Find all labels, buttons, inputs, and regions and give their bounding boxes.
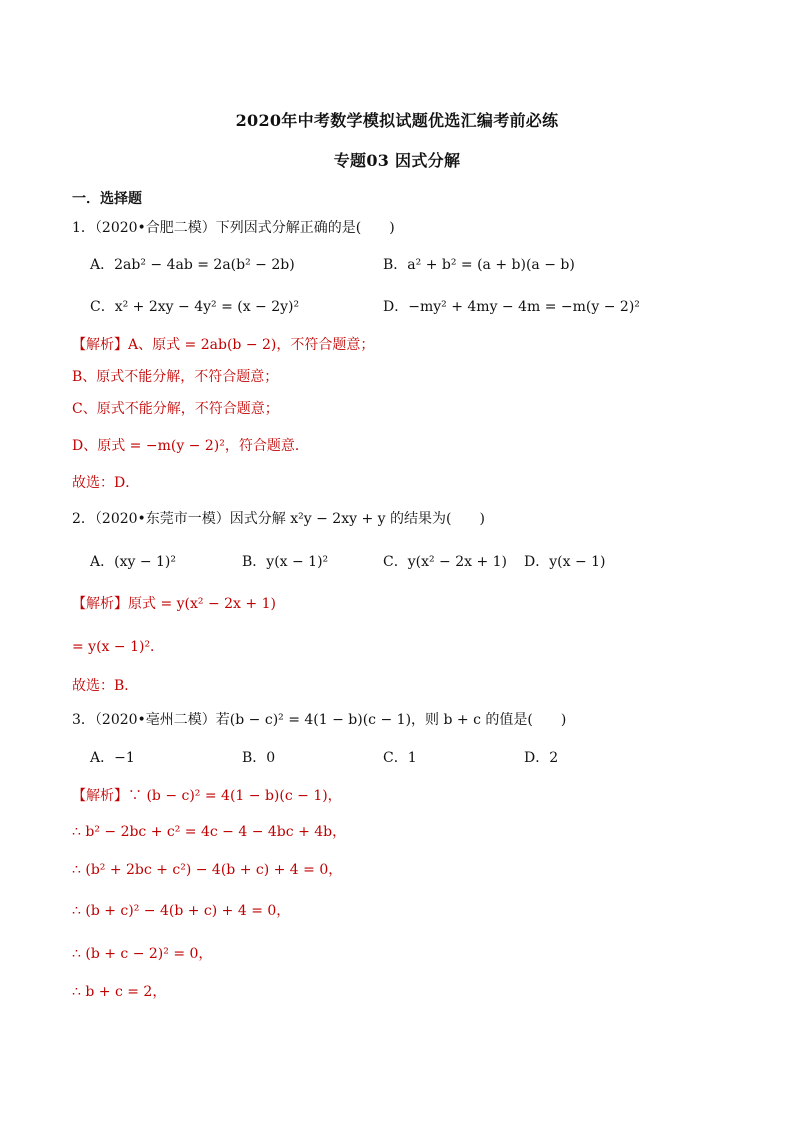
question-3-stem: 3．（2020•亳州二模）若(b − c)² = 4(1 − b)(c − 1)，则 b + c 的值是( )	[72, 712, 567, 728]
question-1-solution-line-3: C、原式不能分解，不符合题意；	[72, 401, 279, 417]
question-3-option-d: D．2	[524, 750, 559, 766]
solution-label: 【解析】	[72, 596, 128, 612]
section-heading: 一．选择题	[72, 191, 142, 207]
question-2-solution-line-2: = y(x − 1)²．	[72, 639, 165, 655]
question-2-solution-line-1: 【解析】原式 = y(x² − 2x + 1)	[72, 596, 276, 612]
question-1-solution-line-4: D、原式 = −m(y − 2)²，符合题意．	[72, 438, 309, 454]
question-3-solution-line-3: ∴ (b² + 2bc + c²) − 4(b + c) + 4 = 0，	[72, 862, 343, 878]
solution-label: 【解析】	[72, 337, 128, 353]
question-1-solution-line-2: B、原式不能分解，不符合题意；	[72, 369, 279, 385]
question-2-stem: 2．（2020•东莞市一模）因式分解 x²y − 2xy + y 的结果为( )	[72, 511, 485, 527]
question-3-solution-line-4: ∴ (b + c)² − 4(b + c) + 4 = 0，	[72, 903, 291, 919]
solution-label: 【解析】	[72, 788, 128, 804]
question-3-solution-line-2: ∴ b² − 2bc + c² = 4c − 4 − 4bc + 4b，	[72, 824, 347, 840]
question-2-option-c: C．y(x² − 2x + 1)	[383, 554, 508, 570]
document-subtitle: 专题03 因式分解	[333, 151, 461, 170]
question-1-solution-line-1: 【解析】A、原式 = 2ab(b − 2)，不符合题意；	[72, 337, 375, 353]
question-1-answer: 故选：D．	[72, 475, 140, 491]
question-1-option-a: A．2ab² − 4ab = 2a(b² − 2b)	[90, 257, 295, 273]
question-1-option-c: C．x² + 2xy − 4y² = (x − 2y)²	[90, 299, 300, 315]
question-1-stem: 1．（2020•合肥二模）下列因式分解正确的是( )	[72, 220, 395, 236]
question-1-option-d: D．−my² + 4my − 4m = −m(y − 2)²	[383, 299, 640, 315]
question-3-solution-line-5: ∴ (b + c − 2)² = 0，	[72, 946, 213, 962]
question-2-option-d: D．y(x − 1)	[524, 554, 606, 570]
question-2-option-a: A．(xy − 1)²	[90, 554, 176, 570]
question-3-option-a: A．−1	[90, 750, 135, 766]
question-3-solution-line-1: 【解析】∵ (b − c)² = 4(1 − b)(c − 1)，	[72, 788, 342, 804]
question-2-answer: 故选：B．	[72, 678, 139, 694]
document-title: 2020年中考数学模拟试题优选汇编考前必练	[235, 111, 559, 130]
question-3-option-b: B．0	[242, 750, 276, 766]
question-1-option-b: B．a² + b² = (a + b)(a − b)	[383, 257, 575, 273]
question-2-option-b: B．y(x − 1)²	[242, 554, 329, 570]
question-3-option-c: C．1	[383, 750, 417, 766]
question-3-solution-line-6: ∴ b + c = 2，	[72, 984, 167, 1000]
